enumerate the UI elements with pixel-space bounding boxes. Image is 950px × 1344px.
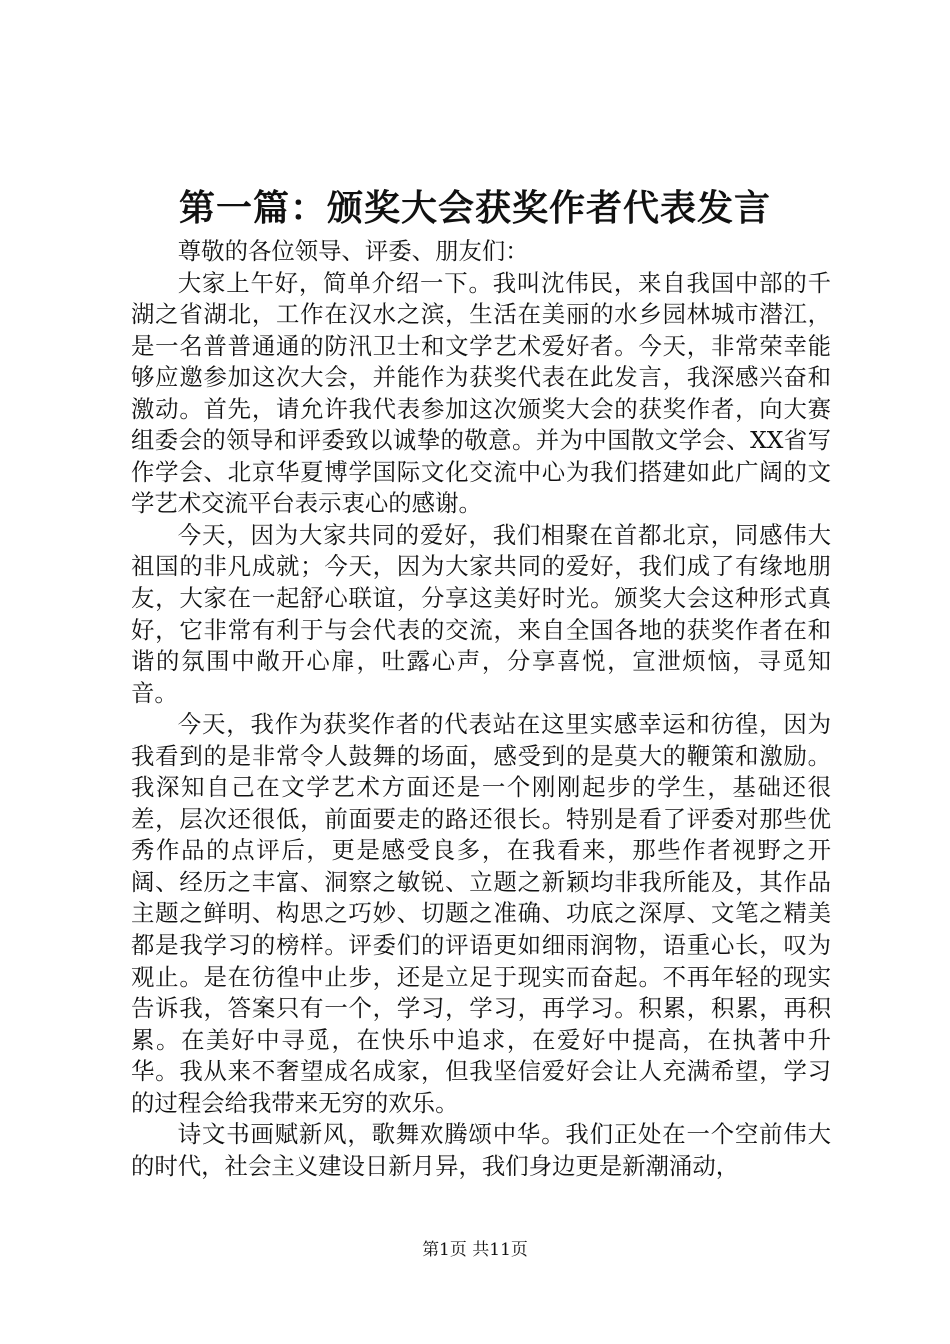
page-footer: 第1页 共11页 <box>422 1240 528 1260</box>
paragraph-3: 今天，我作为获奖作者的代表站在这里实感幸运和彷徨，因为我看到的是非常令人鼓舞的场面，感受到的是莫大的鞭策和激励。我深知自己在文学艺术方面还是一个刚刚起步的学生，基础还很差，层次还很低，前面要走的路还很长。特别是看了评委对那些优秀作品的点评后，更是感受良多，在我看来，那些作者视野之开阔、经历之丰富、洞察之敏锐、立题之新颖均非我所能及，其作品主题之鲜明、构思之巧妙、切题之准确、功底之深厚、文笔之精美都是我学习的榜样。评委们的评语更如细雨润物，语重心长，叹为观止。是在彷徨中止步，还是立足于现实而奋起。不再年轻的现实告诉我，答案只有一个，学习，学习，再学习。积累，积累，再积累。在美好中寻觅，在快乐中追求，在爱好中提高，在执著中升华。我从来不奢望成名成家，但我坚信爱好会让人充满希望，学习的过程会给我带来无穷的欢乐。 <box>131 710 831 1117</box>
paragraph-1: 大家上午好，简单介绍一下。我叫沈伟民，来自我国中部的千湖之省湖北，工作在汉水之滨，生活在美丽的水乡园林城市潜江，是一名普普通通的防汛卫士和文学艺术爱好者。今天，非常荣幸能够应邀参加这次大会，并能作为获奖代表在此发言，我深感兴奋和激动。首先，请允许我代表参加这次颁奖大会的获奖作者，向大赛组委会的领导和评委致以诚挚的敬意。并为中国散文学会、XX省写作学会、北京华夏博学国际文化交流中心为我们搭建如此广阔的文学艺术交流平台表示衷心的感谢。 <box>131 268 831 518</box>
paragraph-2: 今天，因为大家共同的爱好，我们相聚在首都北京，同感伟大祖国的非凡成就；今天，因为大家共同的爱好，我们成了有缘地朋友，大家在一起舒心联谊，分享这美好时光。颁奖大会这种形式真好，它非常有利于与会代表的交流，来自全国各地的获奖作者在和谐的氛围中敞开心扉，吐露心声，分享喜悦，宣泄烦恼，寻觅知音。 <box>131 520 831 707</box>
document-title: 第一篇：颁奖大会获奖作者代表发言 <box>178 187 771 229</box>
paragraph-4: 诗文书画赋新风，歌舞欢腾颂中华。我们正处在一个空前伟大的时代，社会主义建设日新月异，我们身边更是新潮涌动， <box>131 1120 831 1180</box>
document-body <box>131 236 831 1182</box>
salutation: 尊敬的各位领导、评委、朋友们： <box>177 237 529 265</box>
